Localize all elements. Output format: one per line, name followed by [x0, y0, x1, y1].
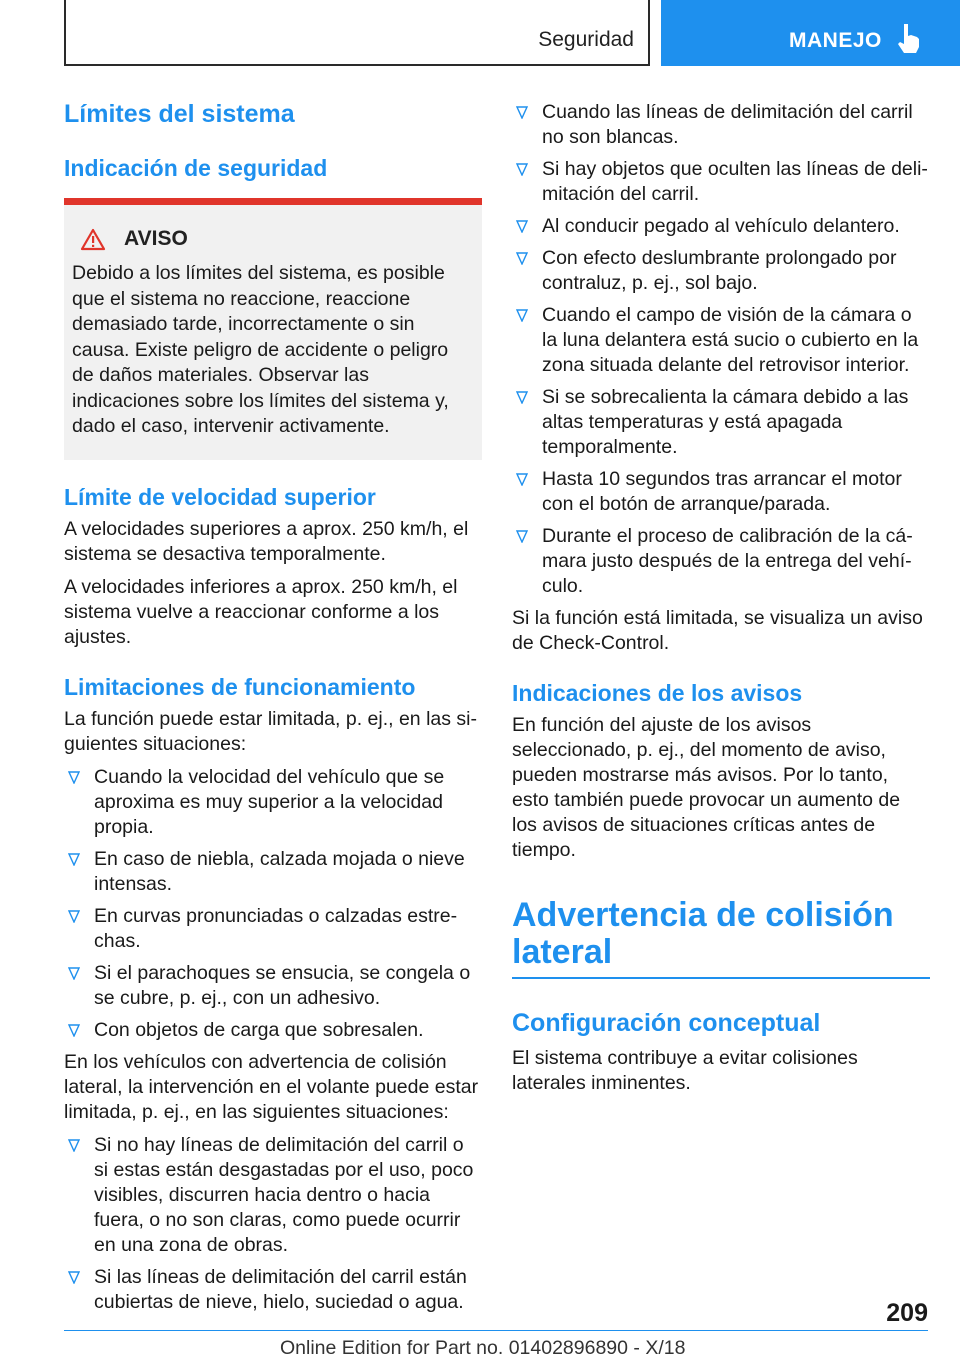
list-item-text: Con efecto deslumbrante prolongado por contraluz, p. ej., sol bajo.	[542, 247, 897, 294]
list-item	[512, 157, 930, 207]
footer-edition: Online Edition for Part no. 01402896890 - X/18	[280, 1337, 686, 1359]
right-column	[512, 100, 930, 1104]
list-item	[512, 100, 930, 150]
limitations-intro: La función puede estar limitada, p. ej., en las siguientes situaciones:	[64, 707, 477, 755]
list-item	[512, 385, 930, 460]
hand-pointer-icon	[894, 22, 922, 54]
speed-limit-heading: Límite de velocidad superior	[64, 483, 376, 510]
limitations-heading: Limitaciones de funcionamiento	[64, 673, 416, 700]
triangle-bullet-icon	[68, 1271, 80, 1284]
warning-label: AVISO	[124, 227, 188, 250]
list-item-text: En curvas pronunciadas o calzadas estrechas.	[94, 904, 458, 952]
list-item-text: Si no hay líneas de delimitación del carril o si estas están desgastadas por el uso, poco visibles, discurren hacia dentro o hacia fuera, o no son claras, como puede ocurrir en una zona de obras.	[94, 1133, 474, 1256]
list-item-text: Con objetos de carga que sobresalen.	[94, 1018, 424, 1041]
left-column	[64, 100, 482, 1322]
list-item-text: Cuando las líneas de delimitación del carril no son blancas.	[542, 101, 913, 148]
warnings-text: En función del ajuste de los avisos seleccionado, p. ej., del momento de aviso, pueden mostrarse más avisos. Por lo tanto, esto también puede provocar un aumento de los avisos de situaciones críticas antes de tiempo.	[512, 714, 901, 861]
list-item	[512, 303, 930, 378]
list-item	[64, 904, 482, 954]
speed-paragraph-2: A velocidades inferiores a aprox. 250 km/h, el sistema vuelve a reaccionar conforme a los ajustes.	[64, 575, 458, 648]
triangle-bullet-icon	[516, 220, 528, 233]
triangle-bullet-icon	[516, 530, 528, 543]
chapter-heading: Advertencia de colisión lateral	[512, 897, 930, 979]
lateral-intro: En los vehículos con advertencia de colisión lateral, la intervención en el volante puede estar limitada, p. ej., en las siguientes situaciones:	[64, 1050, 479, 1123]
list-item	[512, 524, 930, 599]
speed-paragraph-1: A velocidades superiores a aprox. 250 km/h, el sistema se desactiva temporalmente.	[64, 517, 469, 565]
footer-divider	[64, 1330, 928, 1331]
triangle-bullet-icon	[68, 1024, 80, 1037]
list-item-text: Durante el proceso de calibración de la cámara justo después de la entrega del vehículo.	[542, 525, 913, 597]
warning-text: Debido a los límites del sistema, es posible que el sistema no reaccione, reaccione demasiado tarde, incorrectamente o sin causa. Existe peligro de accidente o peligro de daños materiales. Observar las indicaciones sobre los límites del sistema y, dado el caso, intervenir activamente.	[72, 262, 449, 437]
triangle-bullet-icon	[516, 163, 528, 176]
triangle-bullet-icon	[516, 391, 528, 404]
list-item-text: Si las líneas de delimitación del carril están cubiertas de nieve, hielo, suciedad o agua.	[94, 1265, 467, 1313]
triangle-bullet-icon	[516, 252, 528, 265]
list-item	[64, 1265, 482, 1315]
warning-header	[80, 227, 474, 251]
header-chapter-tab[interactable]	[661, 0, 960, 66]
list-item-text: Hasta 10 segundos tras arrancar el motor con el botón de arranque/parada.	[542, 468, 902, 515]
concept-heading: Configuración conceptual	[512, 1009, 821, 1037]
header-section-label: Seguridad	[538, 28, 634, 51]
list-item-text: En caso de niebla, calzada mojada o nieve intensas.	[94, 847, 465, 895]
header-section-box	[64, 0, 650, 66]
list-item-text: Cuando el campo de visión de la cámara o la luna delantera está sucio o cubierto en la zona situada delante del retrovisor interior.	[542, 304, 919, 376]
limitations-list	[64, 765, 482, 1043]
check-control-text: Si la función está limitada, se visualiza un aviso de Check-Control.	[512, 607, 923, 654]
triangle-bullet-icon	[516, 309, 528, 322]
list-item	[64, 847, 482, 897]
triangle-bullet-icon	[68, 1139, 80, 1152]
list-item	[64, 961, 482, 1011]
triangle-bullet-icon	[68, 853, 80, 866]
lateral-list	[64, 1133, 482, 1315]
triangle-bullet-icon	[68, 771, 80, 784]
list-item	[512, 214, 930, 239]
page-title: Límites del sistema	[64, 100, 295, 128]
triangle-bullet-icon	[516, 473, 528, 486]
triangle-bullet-icon	[516, 106, 528, 119]
list-item-text: Si se sobrecalienta la cámara debido a las altas temperaturas y está apagada temporalmente.	[542, 386, 909, 458]
list-item-text: Cuando la velocidad del vehículo que se aproxima es muy superior a la velocidad propia.	[94, 765, 445, 838]
list-item	[512, 246, 930, 296]
list-item	[64, 765, 482, 840]
concept-text: El sistema contribuye a evitar colisiones laterales inminentes.	[512, 1047, 858, 1094]
warning-box	[64, 198, 482, 460]
warning-triangle-icon	[80, 228, 106, 251]
conditions-list	[512, 100, 930, 599]
list-item	[64, 1133, 482, 1258]
list-item-text: Si hay objetos que oculten las líneas de delimitación del carril.	[542, 158, 928, 205]
triangle-bullet-icon	[68, 910, 80, 923]
page-number: 209	[886, 1299, 928, 1327]
triangle-bullet-icon	[68, 967, 80, 980]
warnings-heading: Indicaciones de los avisos	[512, 680, 803, 706]
list-item-text: Al conducir pegado al vehículo delantero.	[542, 215, 900, 237]
safety-subtitle: Indicación de seguridad	[64, 155, 328, 181]
list-item-text: Si el parachoques se ensucia, se congela o se cubre, p. ej., con un adhesivo.	[94, 961, 471, 1009]
header-chapter-label: MANEJO	[789, 29, 882, 52]
list-item	[512, 467, 930, 517]
list-item	[64, 1018, 482, 1043]
